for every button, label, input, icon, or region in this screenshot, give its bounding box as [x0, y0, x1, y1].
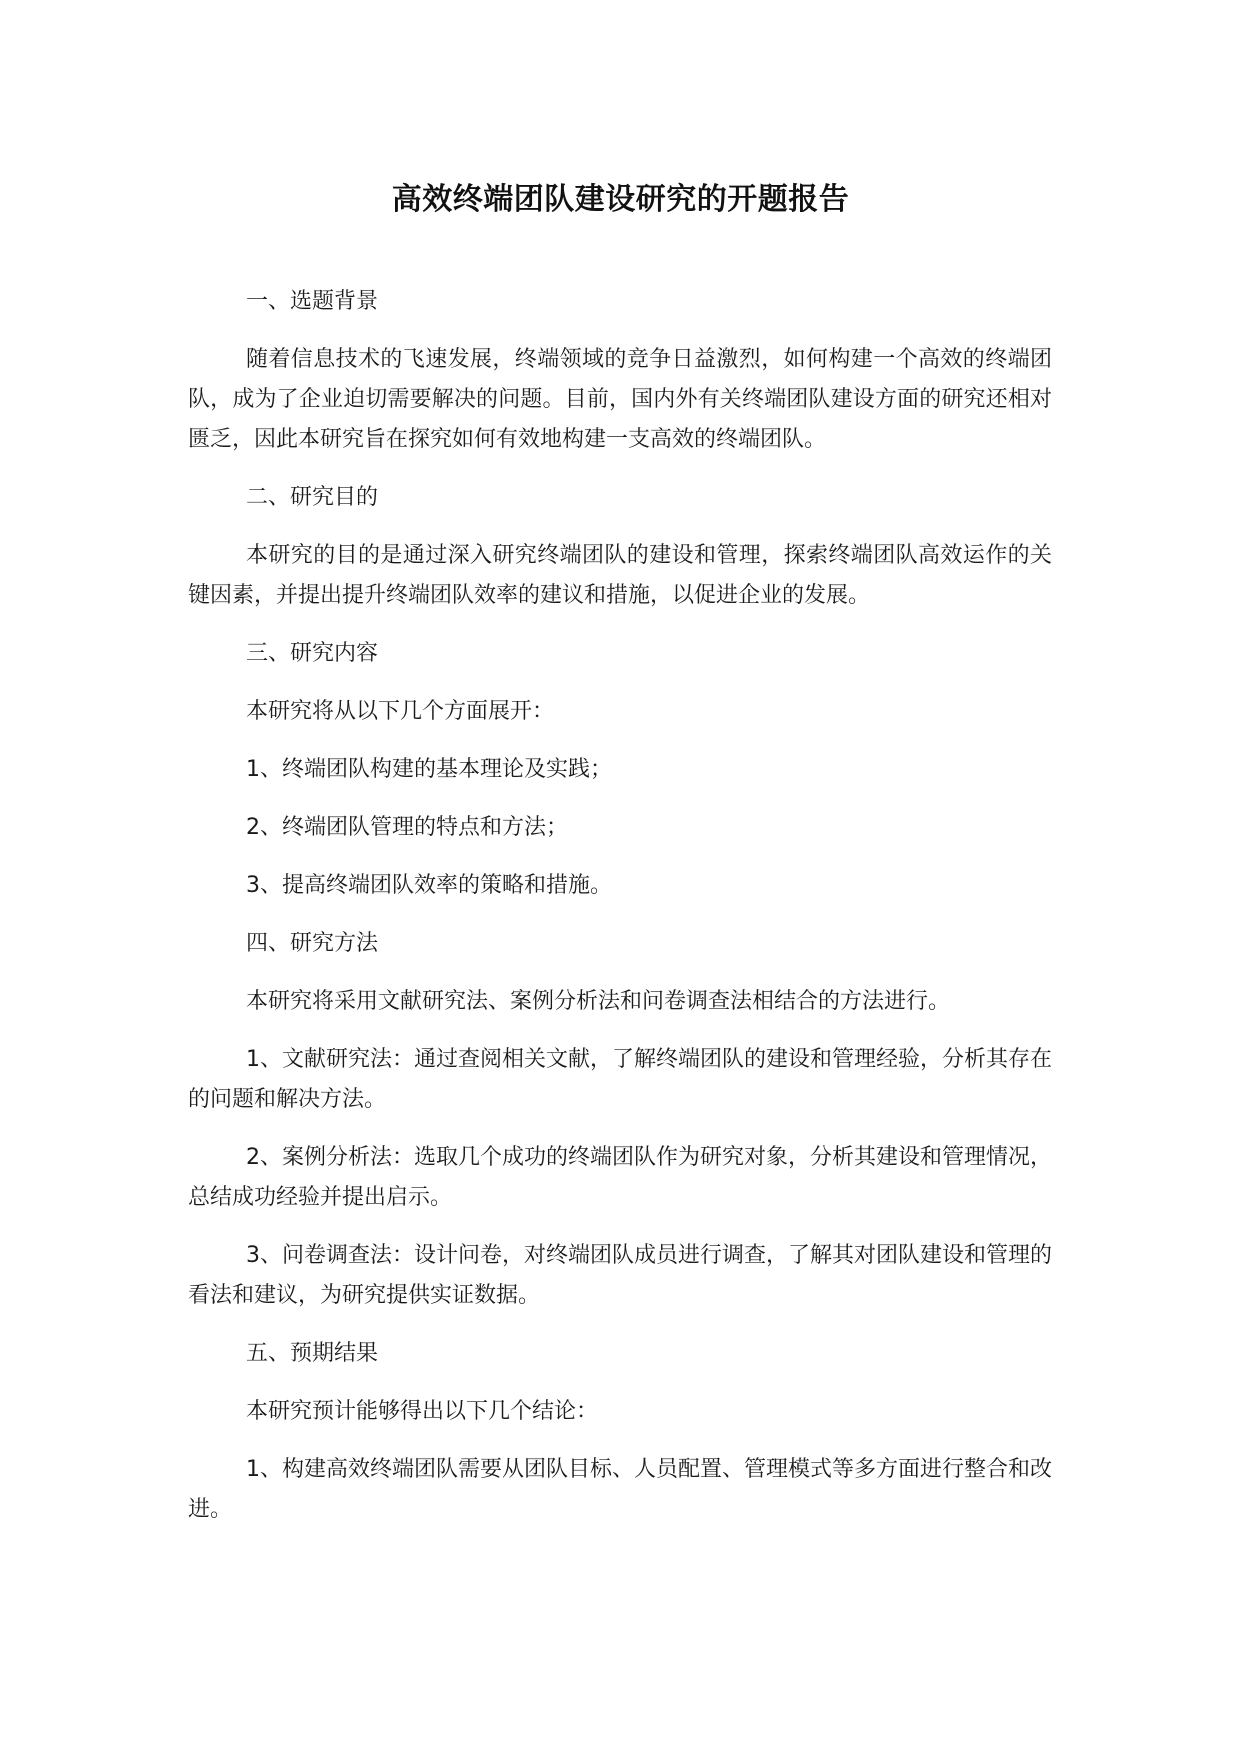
section-heading-methods: 四、研究方法	[246, 931, 379, 956]
list-item-content-3: 3、提高终端团队效率的策略和措施。	[246, 873, 612, 898]
list-item-result-1: 1、构建高效终端团队需要从团队目标、人员配置、管理模式等多方面进行整合和改进。	[188, 1457, 1052, 1522]
paragraph-content-intro: 本研究将从以下几个方面展开：	[246, 699, 555, 724]
list-item-method-1: 1、文献研究法：通过查阅相关文献，了解终端团队的建设和管理经验，分析其存在的问题和解决方法。	[188, 1047, 1052, 1112]
document-title: 高效终端团队建设研究的开题报告	[391, 182, 850, 217]
section-heading-content: 三、研究内容	[246, 641, 379, 666]
paragraph-background: 随着信息技术的飞速发展，终端领域的竞争日益激烈，如何构建一个高效的终端团队，成为了企业迫切需要解决的问题。目前，国内外有关终端团队建设方面的研究还相对匮乏，因此本研究旨在探究如何有效地构建一支高效的终端团队。	[188, 347, 1052, 452]
section-heading-purpose: 二、研究目的	[246, 485, 379, 510]
list-item-method-3: 3、问卷调查法：设计问卷，对终端团队成员进行调查，了解其对团队建设和管理的看法和建议，为研究提供实证数据。	[188, 1243, 1052, 1308]
list-item-content-1: 1、终端团队构建的基本理论及实践；	[246, 757, 612, 782]
paragraph-methods-intro: 本研究将采用文献研究法、案例分析法和问卷调查法相结合的方法进行。	[246, 989, 951, 1014]
paragraph-results-intro: 本研究预计能够得出以下几个结论：	[246, 1399, 599, 1424]
list-item-method-2: 2、案例分析法：选取几个成功的终端团队作为研究对象，分析其建设和管理情况，总结成功经验并提出启示。	[188, 1145, 1052, 1210]
section-heading-results: 五、预期结果	[246, 1341, 379, 1366]
paragraph-purpose: 本研究的目的是通过深入研究终端团队的建设和管理，探索终端团队高效运作的关键因素，并提出提升终端团队效率的建议和措施，以促进企业的发展。	[188, 543, 1052, 608]
document-body	[188, 282, 1052, 1548]
list-item-content-2: 2、终端团队管理的特点和方法；	[246, 815, 568, 840]
section-heading-background: 一、选题背景	[246, 289, 379, 314]
